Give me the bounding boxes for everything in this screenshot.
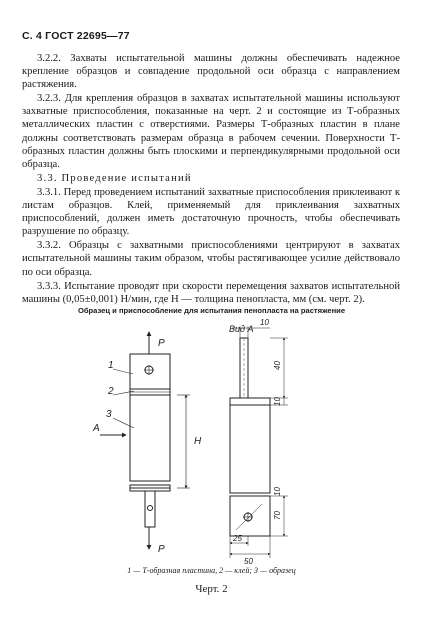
part-1-label: 1 [108,360,114,371]
view-a-label: Вид А [229,324,254,334]
dim-50: 50 [244,557,253,566]
bottom-stem [145,491,155,527]
dim-70: 70 [273,511,282,520]
paragraph-3-3-2: 3.3.2. Образцы с захватными приспособлениями центрируют в захватах испытательной машины таким образом, чтобы растягивающее усилие действовало по оси образца. [22,240,400,278]
part-2-label: 2 [108,386,114,397]
side-specimen [230,405,270,493]
paragraph-3-2-3: 3.2.3. Для крепления образцов в захватах испытательной машины используют захватные приспособления, показанные на черт. 2 и состоящие из Т-образных металлических пластин с отверстиями. Размеры Т-образных пластин в плане должны соответствовать размерам образца в рабочем сечении. Поверхности Т-образных пластин должны быть плоскими и перпендикулярными продольной оси образца. [22,93,400,170]
figure-title: Образец и приспособление для испытания пенопласта на растяжение [77,306,346,315]
body-text [22,52,400,307]
dim-40: 40 [273,361,282,370]
dim-10-top: 10 [260,318,269,327]
dim-10-lower: 10 [273,487,282,496]
paragraph-3-3-1: 3.3.1. Перед проведением испытаний захватные приспособления приклеивают к листам образцов. Клей, применяемый для приклеивания захватных приспособлений, должен иметь достаточную прочность, чтобы обеспечивать разрушение по образцу. [22,186,400,238]
page-header: С. 4 ГОСТ 22695—77 [22,30,130,42]
figure-label: Черт. 2 [195,583,228,595]
paragraph-3-2-2: 3.2.2. Захваты испытательной машины должны обеспечивать надежное крепление образцов и совпадение продольной оси образца с направлением растяжения. [22,53,400,91]
section-heading-3-3: 3.3. Проведение испытаний [37,172,192,184]
dim-10-side: 10 [273,397,282,406]
force-label-top: P [158,338,165,349]
specimen [130,395,170,481]
part-3-label: 3 [106,409,112,420]
force-label-bottom: P [158,544,165,555]
technical-drawing [0,318,423,568]
figure-caption: 1 — Т-образная пластина, 2 — клей; 3 — образец [127,566,296,575]
section-a-label: А [93,423,100,434]
side-view [230,326,288,558]
dim-25: 25 [233,534,242,543]
height-label: H [194,436,202,447]
paragraph-3-3-3: 3.3.3. Испытание проводят при скорости перемещения захватов испытательной машины (0,05±0,001) H/мин, где H — толщина пенопласта, мм (см. черт. 2). [22,280,400,305]
